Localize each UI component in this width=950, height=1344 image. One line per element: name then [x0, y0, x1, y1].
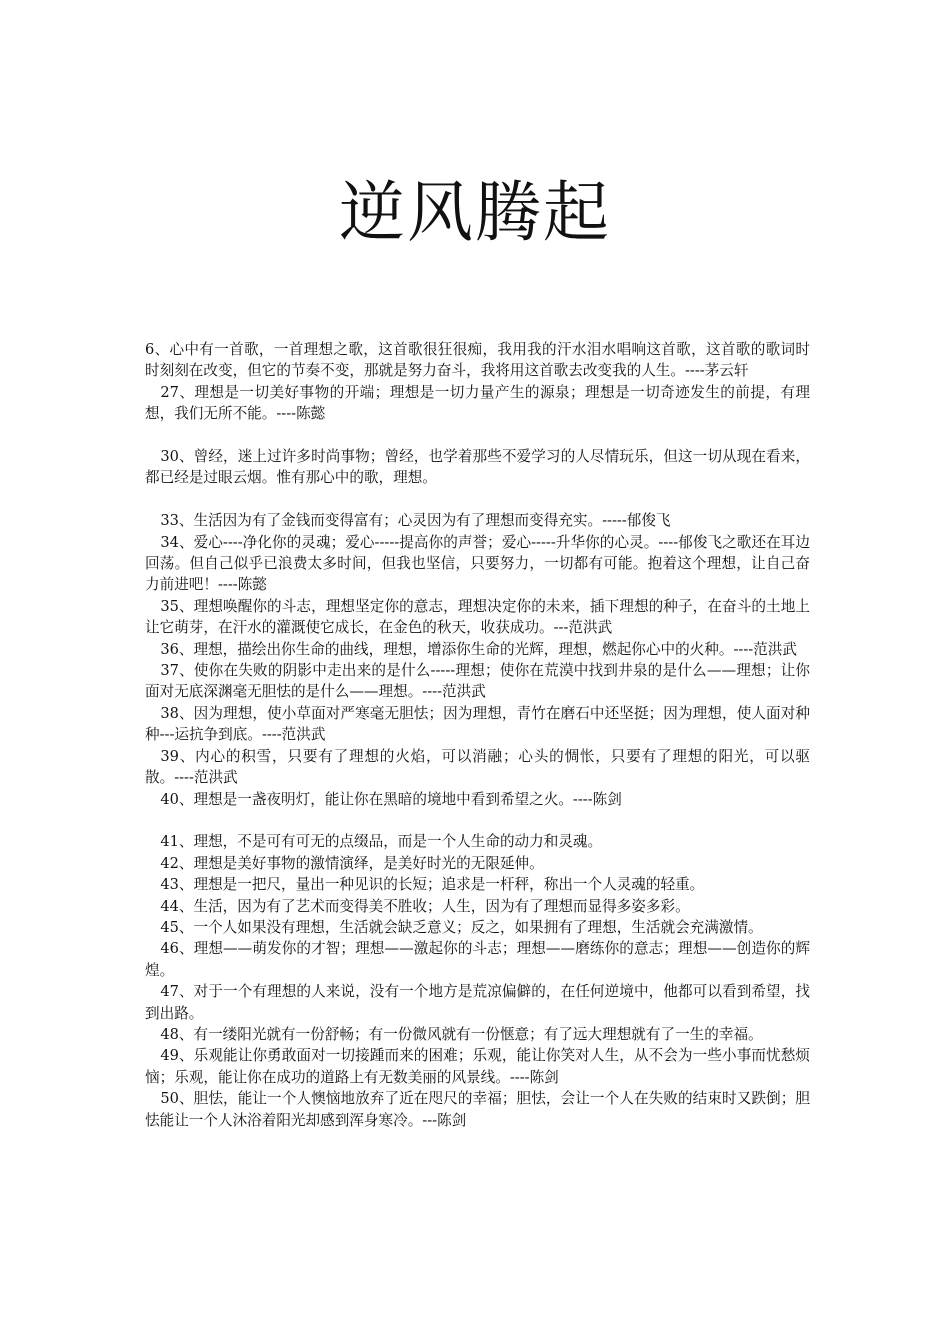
- paragraph: 30、曾经，迷上过许多时尚事物；曾经，也学着那些不爱学习的人尽情玩乐，但这一切从现在看来，都已经是过眼云烟。惟有那心中的歌，理想。: [145, 448, 810, 487]
- paragraph: 48、有一缕阳光就有一份舒畅；有一份微风就有一份惬意；有了远大理想就有了一生的幸福。: [160, 1025, 763, 1043]
- paragraph: 27、理想是一切美好事物的开端；理想是一切力量产生的源泉；理想是一切奇迹发生的前提，有理想，我们无所不能。----陈懿: [145, 383, 810, 423]
- paragraph: 35、理想唤醒你的斗志，理想坚定你的意志，理想决定你的未来，插下理想的种子，在奋斗的土地上让它萌芽，在汗水的灌溉使它成长，在金色的秋天，收获成功。---范洪武: [145, 597, 810, 637]
- paragraph: 42、理想是美好事物的激情演绎，是美好时光的无限延伸。: [160, 854, 544, 872]
- paragraph: 49、乐观能让你勇敢面对一切接踵而来的困难；乐观，能让你笑对人生，从不会为一些小事而忧愁烦恼；乐观，能让你在成功的道路上有无数美丽的风景线。----陈剑: [145, 1047, 810, 1086]
- paragraph: 38、因为理想，使小草面对严寒毫无胆怯；因为理想，青竹在磨石中还坚挺；因为理想，使人面对种种---运抗争到底。----范洪武: [145, 704, 810, 744]
- paragraph: 37、使你在失败的阴影中走出来的是什么-----理想；使你在荒漠中找到井泉的是什么——理想；让你面对无底深渊毫无胆怯的是什么——理想。----范洪武: [145, 662, 810, 701]
- paragraph: 45、一个人如果没有理想，生活就会缺乏意义；反之，如果拥有了理想，生活就会充满激情。: [160, 918, 763, 936]
- paragraph: 46、理想——萌发你的才智；理想——激起你的斗志；理想——磨练你的意志；理想——创造你的辉煌。: [145, 940, 810, 979]
- paragraph: 6、心中有一首歌，一首理想之歌，这首歌很狂很痴，我用我的汗水泪水唱响这首歌，这首歌的歌词时时刻刻在改变，但它的节奏不变，那就是努力奋斗，我将用这首歌去改变我的人生。----茅云轩: [145, 341, 810, 380]
- paragraph: 47、对于一个有理想的人来说，没有一个地方是荒凉偏僻的，在任何逆境中，他都可以看到希望，找到出路。: [145, 983, 810, 1022]
- document-title: 逆风腾起: [339, 174, 611, 251]
- paragraph-spacer: [145, 810, 810, 831]
- paragraph-spacer: [145, 489, 810, 510]
- paragraph: 39、内心的积雪，只要有了理想的火焰，可以消融；心头的惆怅，只要有了理想的阳光，可以驱散。----范洪武: [145, 747, 810, 787]
- paragraph: 36、理想，描绘出你生命的曲线，理想，增添你生命的光辉，理想，燃起你心中的火种。----范洪武: [160, 640, 797, 658]
- paragraph-spacer: [145, 425, 810, 446]
- paragraph: 33、生活因为有了金钱而变得富有；心灵因为有了理想而变得充实。-----郁俊飞: [160, 512, 671, 530]
- paragraph: 43、理想是一把尺，量出一种见识的长短；追求是一杆秤，称出一个人灵魂的轻重。: [160, 876, 705, 894]
- paragraph: 44、生活，因为有了艺术而变得美不胜收；人生，因为有了理想而显得多姿多彩。: [160, 897, 690, 915]
- paragraph: 41、理想，不是可有可无的点缀品，而是一个人生命的动力和灵魂。: [160, 833, 603, 851]
- paragraph: 50、胆怯，能让一个人懊恼地放弃了近在咫尺的幸福；胆怯，会让一个人在失败的结束时又跌倒；胆怯能让一个人沐浴着阳光却感到浑身寒冷。---陈剑: [145, 1090, 810, 1129]
- paragraph: 34、爱心----净化你的灵魂；爱心-----提高你的声誉；爱心-----升华你的心灵。----郁俊飞之歌还在耳边回荡。但自己似乎已浪费太多时间，但我也坚信，只要努力，一切都有可能。抱着这个理想，让自己奋力前进吧！----陈懿: [145, 533, 810, 594]
- paragraph: 40、理想是一盏夜明灯，能让你在黑暗的境地中看到希望之火。----陈剑: [160, 790, 622, 808]
- document-body: [145, 339, 810, 1131]
